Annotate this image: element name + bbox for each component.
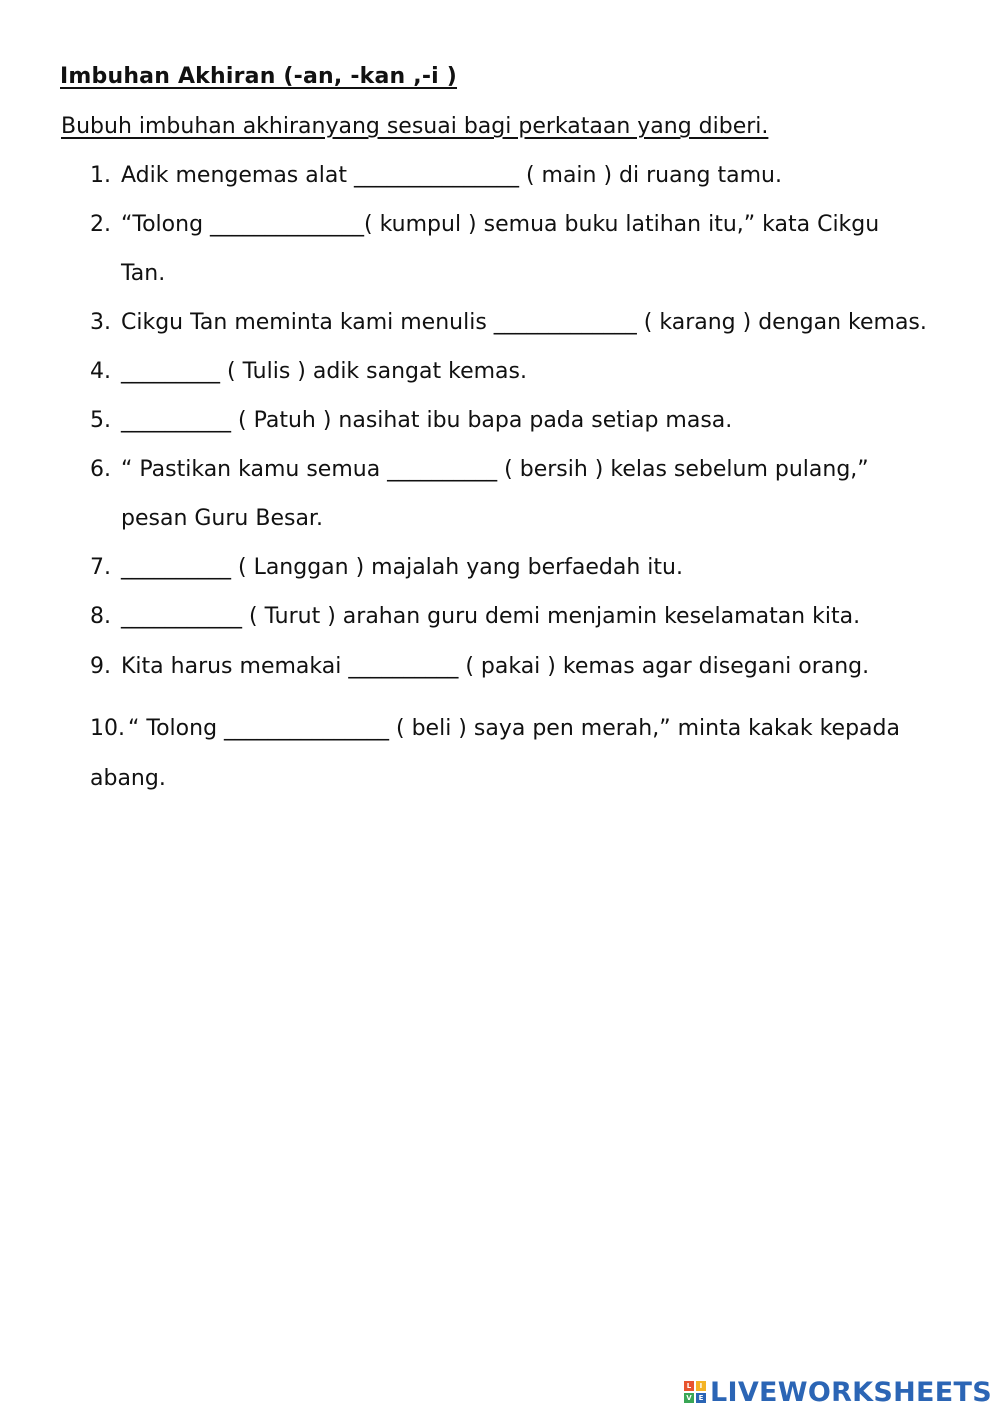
question-number: 10.	[90, 716, 125, 741]
question-text: “Tolong ______________( kumpul ) semua buku latihan itu,” kata Cikgu	[121, 212, 880, 237]
question-text: ___________ ( Turut ) arahan guru demi menjamin keselamatan kita.	[121, 604, 861, 629]
question-number: 1.	[90, 163, 111, 188]
question-number: 8.	[90, 604, 111, 629]
page-title: Imbuhan Akhiran (-an, -kan ,-i )	[60, 64, 458, 89]
logo-mark-icon	[684, 1381, 706, 1403]
logo-letter: I	[696, 1381, 706, 1391]
question-number: 5.	[90, 408, 111, 433]
question-text: Adik mengemas alat _______________ ( main ) di ruang tamu.	[121, 163, 782, 188]
question-continuation: pesan Guru Besar.	[121, 506, 323, 531]
question-number: 3.	[90, 310, 111, 335]
brand-name: LIVEWORKSHEETS	[709, 1376, 992, 1408]
logo-letter: V	[684, 1393, 694, 1403]
question-text: __________ ( Patuh ) nasihat ibu bapa pada setiap masa.	[121, 408, 733, 433]
question-number: 2.	[90, 212, 111, 237]
liveworksheets-logo	[684, 1375, 992, 1409]
question-text: Cikgu Tan meminta kami menulis _____________ ( karang ) dengan kemas.	[121, 310, 927, 335]
question-number: 4.	[90, 359, 111, 384]
instruction: Bubuh imbuhan akhiranyang sesuai bagi perkataan yang diberi.	[61, 114, 769, 139]
question-text: _________ ( Tulis ) adik sangat kemas.	[121, 359, 527, 384]
question-text: __________ ( Langgan ) majalah yang berfaedah itu.	[121, 555, 683, 580]
question-continuation: abang.	[90, 766, 166, 791]
logo-letter: L	[684, 1381, 694, 1391]
question-number: 7.	[90, 555, 111, 580]
logo-letter: E	[696, 1393, 706, 1403]
question-text: “ Tolong _______________ ( beli ) saya pen merah,” minta kakak kepada	[128, 716, 900, 741]
question-text: “ Pastikan kamu semua __________ ( bersih ) kelas sebelum pulang,”	[121, 457, 869, 482]
question-number: 6.	[90, 457, 111, 482]
question-number: 9.	[90, 654, 111, 679]
question-continuation: Tan.	[121, 261, 166, 286]
question-text: Kita harus memakai __________ ( pakai ) kemas agar disegani orang.	[121, 654, 870, 679]
